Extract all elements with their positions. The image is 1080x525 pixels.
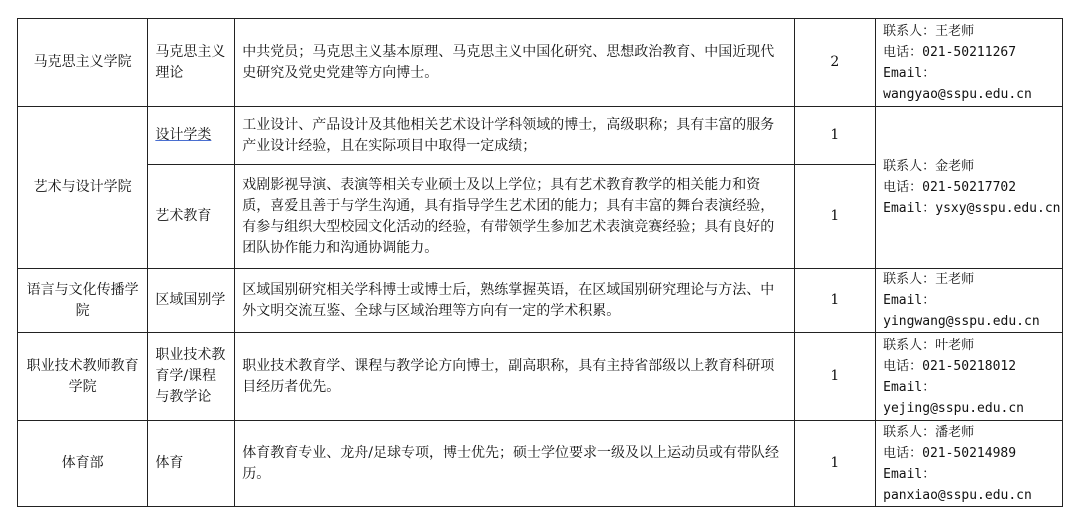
contact-person: 联系人：潘老师	[883, 424, 975, 440]
college-cell: 马克思主义学院	[18, 19, 148, 107]
contact-email: wangyao@sspu.edu.cn	[883, 86, 1032, 102]
contact-cell	[876, 269, 1063, 333]
contact-person: 联系人：王老师	[883, 272, 975, 287]
contact-email-label: Email：	[883, 293, 936, 308]
count-cell: 1	[794, 107, 875, 165]
contact-cell	[876, 19, 1063, 107]
contact-person: 联系人：叶老师	[883, 337, 975, 353]
contact-cell	[876, 107, 1063, 269]
requirement-cell: 戏剧影视导演、表演等相关专业硕士及以上学位；具有艺术教育教学的相关能力和资质，喜爱且善于与学生沟通，具有指导学生艺术团的能力；具有丰富的舞台表演经验，有参与组织大型校园文化活动的经验，有带领学生参加艺术表演竞赛经验；具有良好的团队协作能力和沟通协调能力。	[235, 165, 794, 269]
requirement-cell: 工业设计、产品设计及其他相关艺术设计学科领域的博士，高级职称；具有丰富的服务产业设计经验，且在实际项目中取得一定成绩；	[235, 107, 794, 165]
table-row	[18, 107, 1063, 165]
requirement-cell: 体育教育专业、龙舟/足球专项，博士优先；硕士学位要求一级及以上运动员或有带队经历。	[235, 421, 794, 507]
requirement-cell: 区域国别研究相关学科博士或博士后，熟练掌握英语，在区域国别研究理论与方法、中外文明交流互鉴、全球与区域治理等方向有一定的学术积累。	[235, 269, 794, 333]
requirement-cell	[235, 333, 794, 421]
contact-person: 联系人：金老师	[883, 159, 975, 174]
count-cell: 1	[794, 421, 875, 507]
college-cell: 职业技术教师教育学院	[18, 333, 148, 421]
contact-cell	[876, 421, 1063, 507]
count-cell: 1	[794, 269, 875, 333]
contact-email-label: Email：	[883, 466, 936, 482]
discipline-cell: 职业技术教育学/课程与教学论	[148, 333, 235, 421]
college-cell: 体育部	[18, 421, 148, 507]
college-cell: 语言与文化传播学院	[18, 269, 148, 333]
table-row	[18, 269, 1063, 333]
table-row	[18, 333, 1063, 421]
count-cell: 2	[794, 19, 875, 107]
requirement-text: 职业技术教育学、课程与教学论方向博士，副高职称，具有主持省部级以上教育科研项目经历者优先。	[242, 357, 775, 395]
contact-email: yingwang@sspu.edu.cn	[883, 314, 1040, 329]
contact-email: yejing@sspu.edu.cn	[883, 400, 1025, 416]
college-cell: 艺术与设计学院	[18, 107, 148, 269]
discipline-cell	[148, 107, 235, 165]
discipline-cell: 体育	[148, 421, 235, 507]
table-row	[18, 19, 1063, 107]
table-row	[18, 421, 1063, 507]
contact-phone: 电话：021-50218012	[883, 358, 1017, 374]
contact-email-label: Email：	[883, 65, 936, 81]
contact-phone: 电话：021-50214989	[883, 445, 1017, 461]
contact-phone: 电话：021-50217702	[883, 180, 1017, 195]
contact-phone: 电话：021-50211267	[883, 44, 1017, 60]
requirement-cell: 中共党员；马克思主义基本原理、马克思主义中国化研究、思想政治教育、中国近现代史研究及党史党建等方向博士。	[235, 19, 794, 107]
discipline-link[interactable]: 设计学类	[155, 127, 212, 143]
discipline-cell: 艺术教育	[148, 165, 235, 269]
count-cell: 1	[794, 333, 875, 421]
discipline-cell: 区域国别学	[148, 269, 235, 333]
contact-person: 联系人：王老师	[883, 23, 975, 39]
contact-email: Email：ysxy@sspu.edu.cn	[883, 201, 1061, 216]
count-cell: 1	[794, 165, 875, 269]
contact-email: panxiao@sspu.edu.cn	[883, 487, 1032, 503]
recruitment-table	[17, 18, 1063, 507]
contact-cell	[876, 333, 1063, 421]
discipline-cell: 马克思主义理论	[148, 19, 235, 107]
contact-email-label: Email：	[883, 379, 936, 395]
